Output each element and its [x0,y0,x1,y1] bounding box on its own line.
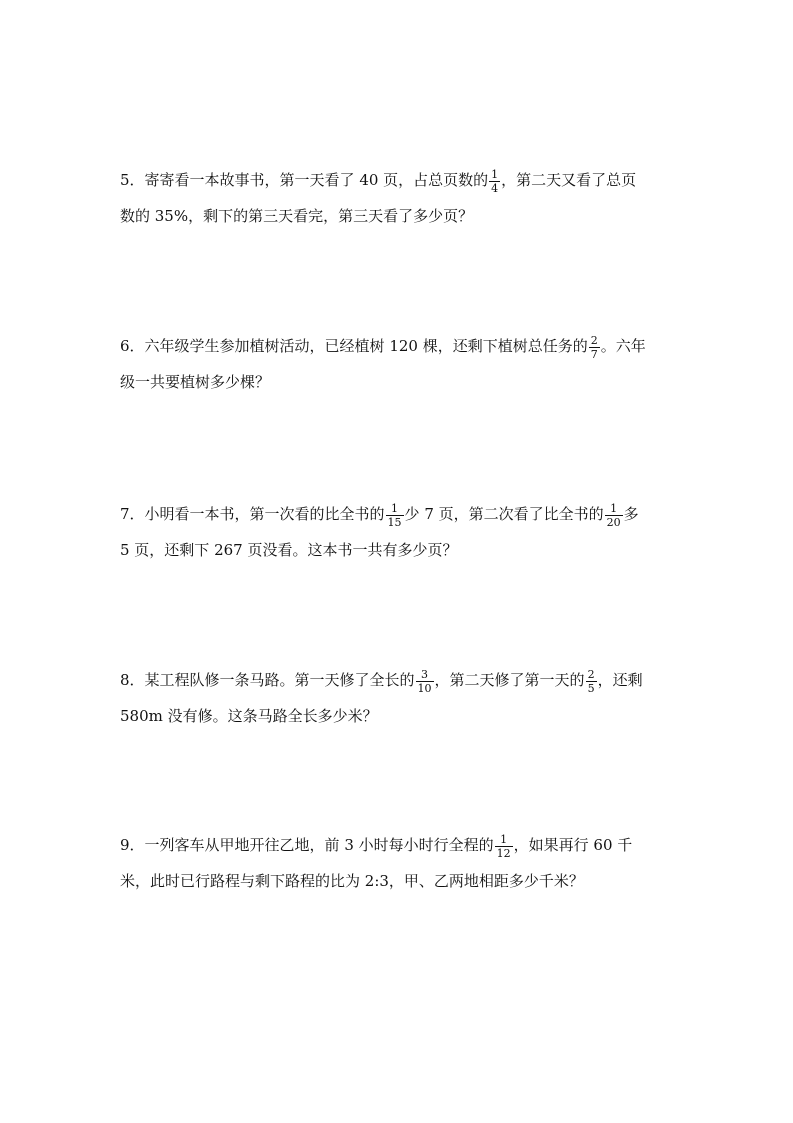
problem-text: 580m 没有修。这条马路全长多少米？ [120,707,378,725]
fraction [416,668,434,695]
problem-6 [120,328,680,400]
problem-text: 6．六年级学生参加植树活动，已经植树 120 棵，还剩下植树总任务的 [120,337,588,355]
fraction [589,334,600,361]
fraction-denominator: 15 [387,515,402,529]
fraction-numerator: 2 [587,667,595,681]
problem-text: 少 7 页，第二次看了比全书的 [404,505,604,523]
problem-line [120,198,680,234]
fraction [605,502,623,529]
problem-line [120,863,680,899]
problem-text: ，还剩 [597,671,643,689]
fraction-numerator: 1 [605,502,623,516]
problem-8 [120,662,680,734]
problem-5 [120,162,680,234]
fraction-denominator: 5 [587,681,595,695]
problem-line [120,162,680,198]
problem-9 [120,827,680,899]
fraction-denominator: 7 [590,347,598,361]
problem-line [120,698,680,734]
problem-text: 。六年 [600,337,646,355]
problem-text: ，第二天修了第一天的 [434,671,585,689]
problem-line [120,496,680,532]
problem-text: 级一共要植树多少棵？ [120,373,271,391]
fraction-denominator: 20 [606,515,621,529]
problem-text: 数的 35%，剩下的第三天看完，第三天看了多少页？ [120,207,474,225]
fraction [586,668,597,695]
problem-line [120,532,680,568]
problem-7 [120,496,680,568]
problem-text: ，如果再行 60 千 [513,836,633,854]
fraction-numerator: 1 [495,833,513,847]
problem-text: 8．某工程队修一条马路。第一天修了全长的 [120,671,415,689]
problem-line [120,364,680,400]
fraction [386,502,404,529]
problem-text: ，第二天又看了总页 [501,171,637,189]
fraction-denominator: 4 [491,181,499,195]
problem-text: 7．小明看一本书，第一次看的比全书的 [120,505,385,523]
problem-text: 多 [623,505,639,523]
fraction [489,168,500,195]
fraction-numerator: 3 [416,668,434,682]
problem-line [120,827,680,863]
fraction-denominator: 10 [417,681,432,695]
fraction-numerator: 2 [590,333,598,347]
problem-text: 5 页，还剩下 267 页没看。这本书一共有多少页？ [120,541,458,559]
fraction-denominator: 12 [496,846,511,860]
problem-line [120,328,680,364]
problem-text: 9．一列客车从甲地开往乙地，前 3 小时每小时行全程的 [120,836,494,854]
problem-text: 米，此时已行路程与剩下路程的比为 2:3，甲、乙两地相距多少千米？ [120,872,584,890]
fraction [495,833,513,860]
fraction-numerator: 1 [491,167,499,181]
problem-text: 5．寄寄看一本故事书，第一天看了 40 页，占总页数的 [120,171,489,189]
fraction-numerator: 1 [386,502,404,516]
problem-line [120,662,680,698]
